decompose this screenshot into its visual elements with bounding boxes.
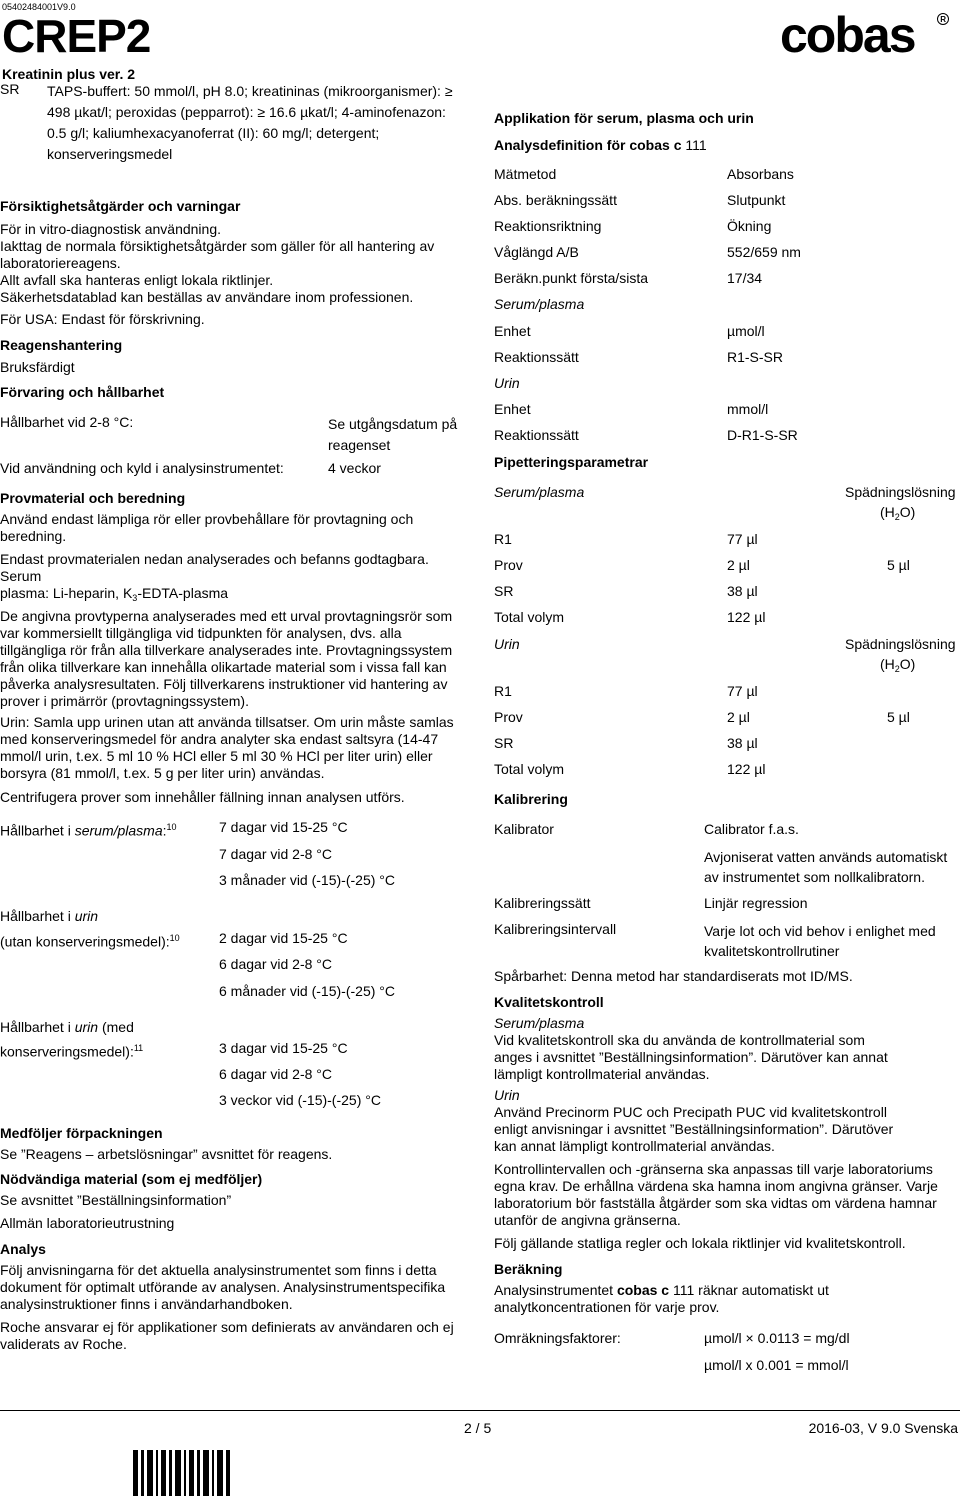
included-text: Se ”Reagens – arbetslösningar” avsnittet för reagens. xyxy=(0,1146,333,1162)
stability-value: 3 veckor vid (‑15)‑(‑25) °C xyxy=(219,1092,381,1108)
qc-serum-label: Serum/plasma xyxy=(494,1015,585,1031)
param-label: Enhet xyxy=(494,401,531,417)
specimen-serum: Serum xyxy=(0,568,42,584)
calculation-title: Beräkning xyxy=(494,1261,563,1277)
serum-plasma-label: Serum/plasma xyxy=(494,296,585,312)
conversion-label: Omräkningsfaktorer: xyxy=(494,1330,621,1346)
document-version: 2016-03, V 9.0 Svenska xyxy=(808,1420,958,1436)
pipetting-title: Pipetteringsparametrar xyxy=(494,454,649,470)
cal-label: Kalibreringsintervall xyxy=(494,921,617,937)
storage-label: Hållbarhet vid 2‑8 °C: xyxy=(0,414,134,430)
svg-text:R: R xyxy=(940,15,947,24)
specimen-text: De angivna provtyperna analyserades med ett urval provtagningsrör som var kommersiellt tillgängliga vid tidpunkten för analysen, dvs. alla tillgängliga rör från alla tillverkare analyserades inte. Provtagningssystem från olika tillverkare kan innehålla olikartade material som i vissa fall kan påverka analysresultaten. Följ tillverkarens instruktioner vid hantering av prover i primärrör (provtagningssystem). xyxy=(0,608,453,709)
pip-serum-label: Serum/plasma xyxy=(494,484,585,500)
assay-text: Roche ansvarar ej för applikationer som definierats av användaren och ej validerats av Roche. xyxy=(0,1319,454,1352)
traceability: Spårbarhet: Denna metod har standardiserats mot ID/MS. xyxy=(494,968,853,984)
calculation-text: Analysinstrumentet cobas c 111 räknar automatiskt ut analytkoncentrationen för varje prov. xyxy=(494,1282,829,1315)
param-label: Mätmetod xyxy=(494,166,557,182)
pip-label: SR xyxy=(494,735,514,751)
precautions-title: Försiktighetsåtgärder och varningar xyxy=(0,198,241,214)
stability-label: Hållbarhet i urin xyxy=(0,908,99,924)
param-value: mmol/l xyxy=(727,401,769,417)
param-label: Beräkn.punkt första/sista xyxy=(494,270,649,286)
param-value: D‑R1‑S‑SR xyxy=(727,427,798,443)
pip-volume: 2 µl xyxy=(727,709,750,725)
page-number: 2 / 5 xyxy=(464,1420,492,1436)
cal-label: Kalibrator xyxy=(494,821,554,837)
pip-diluent: 5 µl xyxy=(887,709,910,725)
specimen-text: Använd endast lämpliga rör eller provbehållare för provtagning och beredning. xyxy=(0,511,414,544)
storage-value: Se utgångsdatum på reagenset xyxy=(328,416,458,453)
cal-label: Kalibreringssätt xyxy=(494,895,591,911)
diluent-header: $(H_2O)$ xyxy=(880,656,916,674)
storage-title: Förvaring och hållbarhet xyxy=(0,384,165,400)
pip-volume: 77 µl xyxy=(727,683,758,699)
param-value: R1‑S‑SR xyxy=(727,349,784,365)
sr-composition: TAPS-buffert: 50 mmol/l, pH 8.0; kreatininas (mikroorganismer): ≥ 498 µkat/l; peroxidas (pepparrot): ≥ 16.6 µkat/l; 4-aminofenazon: 0.5 g/l; kaliumhexacyanoferrat (II): 60 mg/l; detergent; konserveringsmedel xyxy=(47,83,453,162)
param-value: 17/34 xyxy=(727,270,763,286)
product-subtitle: Kreatinin plus ver. 2 xyxy=(2,66,136,82)
application-title: Applikation för serum, plasma och urin xyxy=(494,110,754,126)
pip-volume: 38 µl xyxy=(727,735,758,751)
pip-volume: 122 µl xyxy=(727,761,766,777)
param-label: Våglängd A/B xyxy=(494,244,579,260)
specimen-text: Endast provmaterialen nedan analyserades och befanns godtagbara. xyxy=(0,551,429,567)
param-value: µmol/l xyxy=(727,323,765,339)
stability-label: konserveringsmedel):$^{11}$ xyxy=(0,1043,144,1060)
pip-volume: 122 µl xyxy=(727,609,766,625)
pip-label: Total volym xyxy=(494,761,565,777)
qc-title: Kvalitetskontroll xyxy=(494,994,604,1010)
conversion-value: µmol/l x 0.001 = mmol/l xyxy=(704,1357,849,1373)
storage-value: 4 veckor xyxy=(328,460,381,476)
specimen-text: Centrifugera prover som innehåller fällning innan analysen utförs. xyxy=(0,789,405,805)
cal-value: Calibrator f.a.s. xyxy=(704,821,799,837)
param-value: Slutpunkt xyxy=(727,192,786,208)
qc-text: Följ gällande statliga regler och lokala riktlinjer vid kvalitetskontroll. xyxy=(494,1235,906,1251)
qc-urin-text: Använd Precinorm PUC och Precipath PUC vid kvalitetskontroll enligt anvisningar i avsnittet ”Beställningsinformation”. Därutöver kan annat lämpligt kontrollmaterial användas. xyxy=(494,1104,894,1154)
param-value: Absorbans xyxy=(727,166,794,182)
stability-value: 7 dagar vid 15‑25 °C xyxy=(219,819,348,835)
pip-volume: 77 µl xyxy=(727,531,758,547)
param-value: 552/659 nm xyxy=(727,244,801,260)
pip-label: Prov xyxy=(494,709,523,725)
precaution-item: Säkerhetsdatablad kan beställas av användare inom professionen. xyxy=(0,289,414,305)
stability-value: 7 dagar vid 2‑8 °C xyxy=(219,846,332,862)
storage-label: Vid användning och kyld i analysinstrumentet: xyxy=(0,460,284,476)
diluent-header: $(H_2O)$ xyxy=(880,504,916,522)
stability-value: 6 dagar vid 2‑8 °C xyxy=(219,1066,332,1082)
specimen-plasma: plasma: Li-heparin, $K_3-EDTA$-plasma xyxy=(0,585,229,603)
precaution-item: För in vitro-diagnostisk användning. xyxy=(0,221,222,237)
param-label: Reaktionsriktning xyxy=(494,218,602,234)
stability-value: 3 dagar vid 15‑25 °C xyxy=(219,1040,348,1056)
param-value: Ökning xyxy=(727,218,772,234)
stability-value: 2 dagar vid 15‑25 °C xyxy=(219,930,348,946)
stability-label: (utan konserveringsmedel):$^{10}$ xyxy=(0,933,180,950)
param-label: Enhet xyxy=(494,323,531,339)
required-title: Nödvändiga material (som ej medföljer) xyxy=(0,1171,263,1187)
precaution-item: Iakttag de normala försiktighetsåtgärder som gäller för all hantering av laboratoriereagens. xyxy=(0,238,435,271)
pip-label: Prov xyxy=(494,557,523,573)
cal-value: Avjoniserat vatten används automatiskt av instrumentet som nollkalibratorn. xyxy=(704,849,948,885)
cal-value: Varje lot och vid behov i enlighet med kvalitetskontrollrutiner xyxy=(704,923,936,959)
pip-label: R1 xyxy=(494,531,512,547)
product-code: CREP2 xyxy=(2,10,151,62)
footer-divider xyxy=(0,1410,960,1411)
sr-label: SR xyxy=(0,81,20,97)
document-id: 05402484001V9.0 xyxy=(2,2,76,12)
specimen-title: Provmaterial och beredning xyxy=(0,490,186,506)
stability-value: 3 månader vid (‑15)‑(‑25) °C xyxy=(219,872,395,888)
qc-urin-label: Urin xyxy=(494,1087,520,1103)
pip-label: SR xyxy=(494,583,514,599)
assay-text: Följ anvisningarna för det aktuella analysinstrumentet som finns i detta dokument för optimalt utförande av analysen. Analysinstrumentspecifika analysinstruktioner finns i användarhandboken. xyxy=(0,1262,446,1312)
precaution-item: Allt avfall ska hanteras enligt lokala riktlinjer. xyxy=(0,272,274,288)
specimen-urin-text: Urin: Samla upp urinen utan att använda tillsatser. Om urin måste samlas med konserveringsmedel för andra analyter ska endast saltsyra (14‑47 mmol/l urin, t.ex. 5 ml 10 % HCl eller 5 ml 30 % HCl per liter urin) eller borsyra (81 mmol/l, t.ex. 5 g per liter urin) användas. xyxy=(0,714,454,781)
conversion-value: µmol/l × 0.0113 = mg/dl xyxy=(704,1330,850,1346)
required-item: Se avsnittet ”Beställningsinformation” xyxy=(0,1192,232,1208)
handling-title: Reagenshantering xyxy=(0,337,123,353)
urin-label: Urin xyxy=(494,375,520,391)
logo-text: cobas xyxy=(780,10,915,62)
barcode xyxy=(133,1450,233,1496)
diluent-header: Spädningslösning xyxy=(845,484,956,500)
cobas-logo xyxy=(780,10,950,62)
pip-urin-label: Urin xyxy=(494,636,520,652)
cal-value: Linjär regression xyxy=(704,895,808,911)
assay-definition: Analysdefinition för cobas c 111 xyxy=(494,137,707,153)
assay-title: Analys xyxy=(0,1241,46,1257)
pip-diluent: 5 µl xyxy=(887,557,910,573)
calibration-title: Kalibrering xyxy=(494,791,568,807)
qc-text: Kontrollintervallen och ‑gränserna ska anpassas till varje laboratoriums egna krav. De erhållna värdena ska hamna inom angivna gränser. Varje laboratorium bör fastställa åtgärder som ska vidtas om värdena hamnar utanför de angivna gränserna. xyxy=(494,1161,938,1228)
param-label: Abs. beräkningssätt xyxy=(494,192,617,208)
stability-label: Hållbarhet i urin (med xyxy=(0,1019,134,1035)
pip-label: Total volym xyxy=(494,609,565,625)
stability-value: 6 månader vid (‑15)‑(‑25) °C xyxy=(219,983,395,999)
param-label: Reaktionssätt xyxy=(494,427,579,443)
qc-serum-text: Vid kvalitetskontroll ska du använda de kontrollmaterial som anges i avsnittet ”Beställningsinformation”. Därutöver kan annat lämpligt kontrollmaterial användas. xyxy=(494,1032,888,1082)
precaution-item: För USA: Endast för förskrivning. xyxy=(0,311,205,327)
param-label: Reaktionssätt xyxy=(494,349,579,365)
pip-volume: 2 µl xyxy=(727,557,750,573)
pip-label: R1 xyxy=(494,683,512,699)
diluent-header: Spädningslösning xyxy=(845,636,956,652)
pip-volume: 38 µl xyxy=(727,583,758,599)
included-title: Medföljer förpackningen xyxy=(0,1125,163,1141)
required-item: Allmän laboratorieutrustning xyxy=(0,1215,175,1231)
stability-label: Hållbarhet i serum/plasma:$^{10}$ xyxy=(0,822,177,839)
handling-text: Bruksfärdigt xyxy=(0,359,75,375)
stability-value: 6 dagar vid 2‑8 °C xyxy=(219,956,332,972)
